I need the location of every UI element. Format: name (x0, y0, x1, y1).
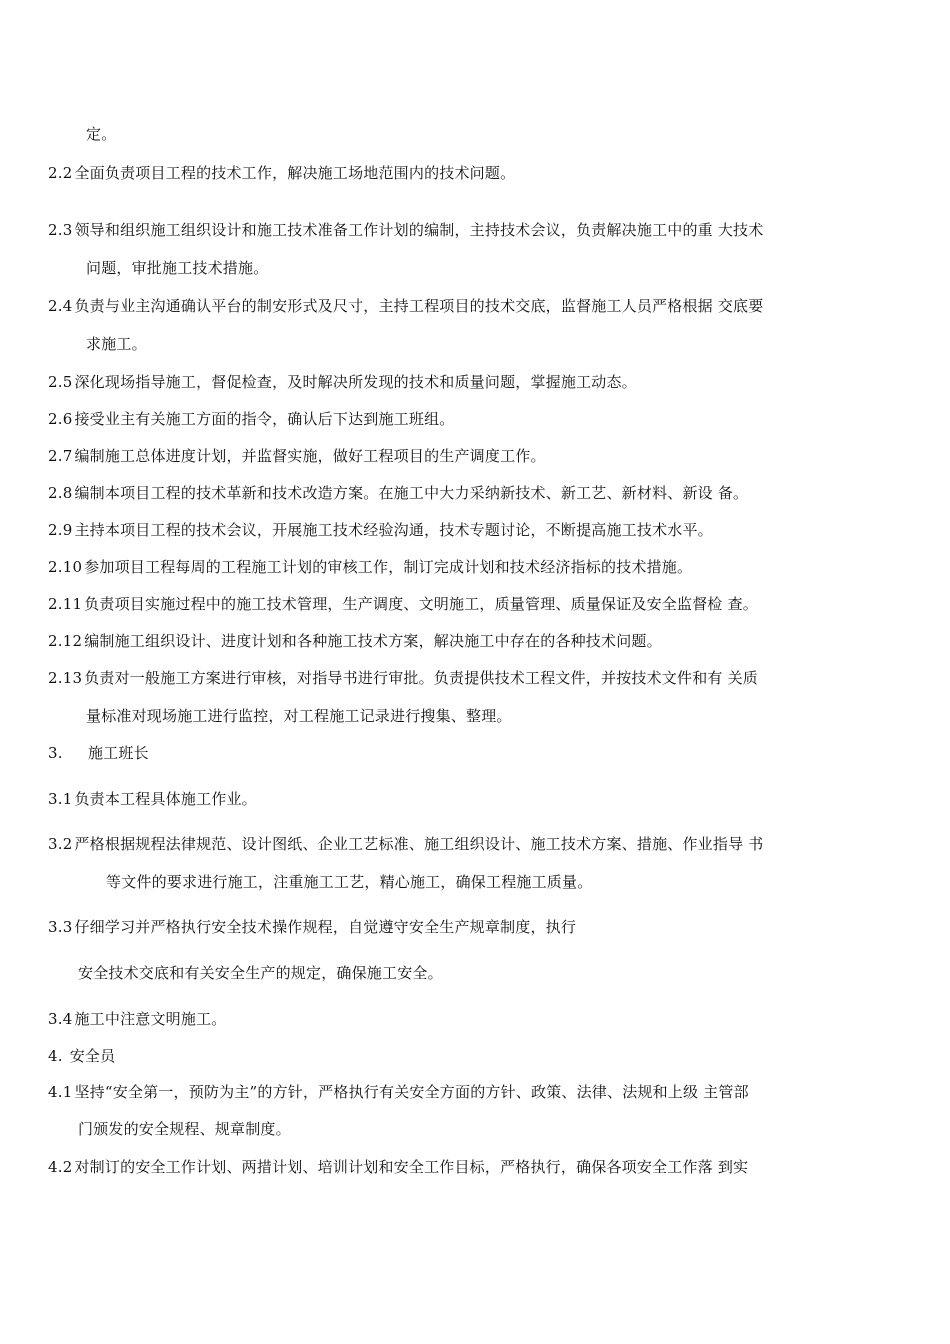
list-item-2-11 (48, 594, 908, 614)
item-number: 2.13 (48, 669, 83, 687)
section-number: 4. (48, 1047, 63, 1065)
item-number: 2.11 (48, 595, 83, 613)
item-text: 深化现场指导施工，督促检查，及时解决所发现的技术和质量问题，掌握施工动态。 (74, 373, 637, 391)
item-text: 对制订的安全工作计划、两措计划、培训计划和安全工作目标，严格执行，确保各项安全工作落 到实 (74, 1158, 749, 1176)
list-item-2-13 (48, 668, 908, 688)
text-line: 定。 (86, 125, 117, 143)
list-item-2-7 (48, 446, 908, 466)
text-line: 量标准对现场施工进行监控，对工程施工记录进行搜集、整理。 (86, 707, 512, 725)
list-item-4-1 (48, 1082, 908, 1102)
item-number: 2.9 (48, 521, 73, 539)
item-number: 2.5 (48, 373, 73, 391)
item-number: 3.1 (48, 790, 73, 808)
item-text: 编制施工组织设计、进度计划和各种施工技术方案，解决施工中存在的各种技术问题。 (84, 632, 662, 650)
item-number: 2.3 (48, 221, 73, 239)
list-item-2-3 (48, 220, 908, 240)
item-text: 仔细学习并严格执行安全技术操作规程，自觉遵守安全生产规章制度，执行 (74, 918, 577, 936)
item-number: 3.4 (48, 1010, 73, 1028)
text-line: 求施工。 (86, 335, 147, 353)
list-item-2-6 (48, 409, 908, 429)
list-item-3-2 (48, 834, 908, 854)
list-item-2-8 (48, 483, 908, 503)
item-number: 3.2 (48, 835, 73, 853)
item-number: 2.4 (48, 297, 73, 315)
list-item-2-9 (48, 520, 908, 540)
list-item-4-2 (48, 1157, 908, 1177)
item-text: 负责对一般施工方案进行审核，对指导书进行审批。负责提供技术工程文件，并按技术文件和有 关质 (84, 669, 758, 687)
item-text: 施工中注意文明施工。 (74, 1010, 227, 1028)
section-heading-4 (48, 1046, 908, 1066)
item-text: 参加项目工程每周的工程施工计划的审核工作，制订完成计划和技术经济指标的技术措施。 (84, 558, 693, 576)
text-line: 安全技术交底和有关安全生产的规定，确保施工安全。 (78, 964, 443, 982)
list-item-3-3 (48, 917, 908, 937)
item-number: 2.10 (48, 558, 83, 576)
item-text: 全面负责项目工程的技术工作，解决施工场地范围内的技术问题。 (74, 164, 516, 182)
item-text: 编制施工总体进度计划，并监督实施，做好工程项目的生产调度工作。 (74, 447, 546, 465)
list-item-2-5 (48, 372, 908, 392)
list-item-2-12 (48, 631, 908, 651)
item-number: 3.3 (48, 918, 73, 936)
item-number: 2.12 (48, 632, 83, 650)
item-text: 坚持“安全第一，预防为主”的方针，严格执行有关安全方面的方针、政策、法律、法规和上级 主管部 (74, 1083, 749, 1101)
section-title: 施工班长 (88, 744, 149, 762)
text-line: 门颁发的安全规程、规章制度。 (78, 1120, 291, 1138)
item-text: 负责本工程具体施工作业。 (74, 790, 257, 808)
item-number: 2.7 (48, 447, 73, 465)
item-number: 2.8 (48, 484, 73, 502)
item-text: 严格根据规程法律规范、设计图纸、企业工艺标准、施工组织设计、施工技术方案、措施、作业指导 书 (74, 835, 764, 853)
item-text: 主持本项目工程的技术会议，开展施工技术经验沟通，技术专题讨论，不断提高施工技术水平。 (74, 521, 713, 539)
text-line: 问题，审批施工技术措施。 (86, 259, 269, 277)
item-number: 2.6 (48, 410, 73, 428)
list-item-2-4 (48, 296, 908, 316)
item-number: 2.2 (48, 164, 73, 182)
text-line: 等文件的要求进行施工，注重施工工艺，精心施工，确保工程施工质量。 (106, 873, 593, 891)
item-text: 负责与业主沟通确认平台的制安形式及尺寸，主持工程项目的技术交底，监督施工人员严格根据 交底要 (74, 297, 764, 315)
list-item-3-4 (48, 1009, 908, 1029)
item-text: 编制本项目工程的技术革新和技术改造方案。在施工中大力采纳新技术、新工艺、新材料、新设 备。 (74, 484, 749, 502)
item-text: 领导和组织施工组织设计和施工技术准备工作计划的编制，主持技术会议，负责解决施工中的重 大技术 (74, 221, 764, 239)
item-text: 负责项目实施过程中的施工技术管理，生产调度、文明施工，质量管理、质量保证及安全监督检 查。 (84, 595, 758, 613)
item-number: 4.2 (48, 1158, 73, 1176)
list-item-2-10 (48, 557, 908, 577)
section-heading-3 (48, 743, 908, 763)
item-number: 4.1 (48, 1083, 73, 1101)
list-item-3-1 (48, 789, 908, 809)
list-item-2-2 (48, 163, 908, 183)
section-number: 3. (48, 744, 63, 762)
item-text: 接受业主有关施工方面的指令，确认后下达到施工班组。 (74, 410, 455, 428)
section-title: 安全员 (69, 1047, 116, 1065)
